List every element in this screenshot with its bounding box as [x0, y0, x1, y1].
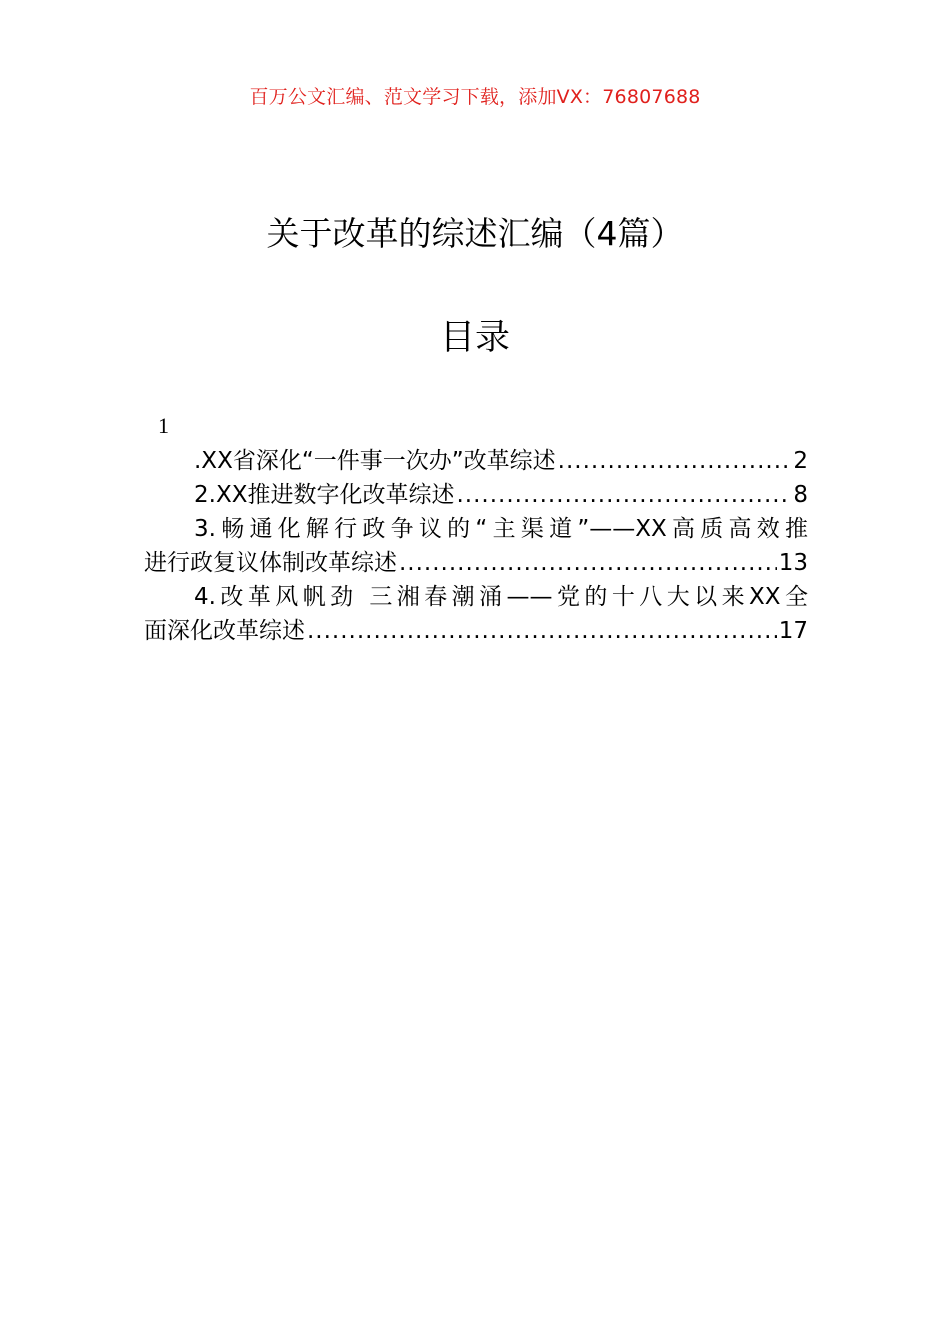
toc-entry-2[interactable] — [144, 478, 808, 512]
toc-entry-3-line-1[interactable] — [144, 512, 808, 546]
toc-entry-3-line-2[interactable] — [144, 546, 808, 580]
toc-heading: 目录 — [439, 318, 510, 358]
toc-entry-1-number: 1 — [158, 413, 169, 438]
toc-entry-2-page: 8 — [793, 482, 808, 508]
toc-dot-leader — [399, 546, 777, 580]
toc-dot-leader — [307, 614, 777, 648]
toc-dot-leader — [558, 444, 792, 478]
toc-entry-3-page: 13 — [778, 550, 808, 576]
toc-entry-2-text: 2.XX推进数字化改革综述 — [194, 482, 455, 508]
table-of-contents — [144, 444, 808, 648]
toc-entry-4-text-line-2: 面深化改革综述 — [144, 618, 305, 644]
toc-entry-4-line-1[interactable] — [144, 580, 808, 614]
toc-entry-4-page: 17 — [778, 618, 808, 644]
toc-entry-3-text-line-2: 进行政复议体制改革综述 — [144, 550, 397, 576]
toc-entry-4-line-2[interactable] — [144, 614, 808, 648]
toc-dot-leader — [456, 478, 791, 512]
toc-entry-1[interactable] — [144, 444, 808, 478]
toc-entry-4-text-line-1: 4.改革风帆劲 三湘春潮涌——党的十八大以来XX全 — [194, 584, 808, 610]
toc-entry-1-page: 2 — [793, 448, 808, 474]
download-banner: 百万公文汇编、范文学习下载，添加VX：76807688 — [249, 86, 701, 108]
toc-entry-1-text: .XX省深化“一件事一次办”改革综述 — [194, 448, 556, 474]
toc-entry-3-text-line-1: 3.畅通化解行政争议的“主渠道”——XX高质高效推 — [194, 516, 808, 542]
document-title: 关于改革的综述汇编（4篇） — [266, 214, 684, 253]
